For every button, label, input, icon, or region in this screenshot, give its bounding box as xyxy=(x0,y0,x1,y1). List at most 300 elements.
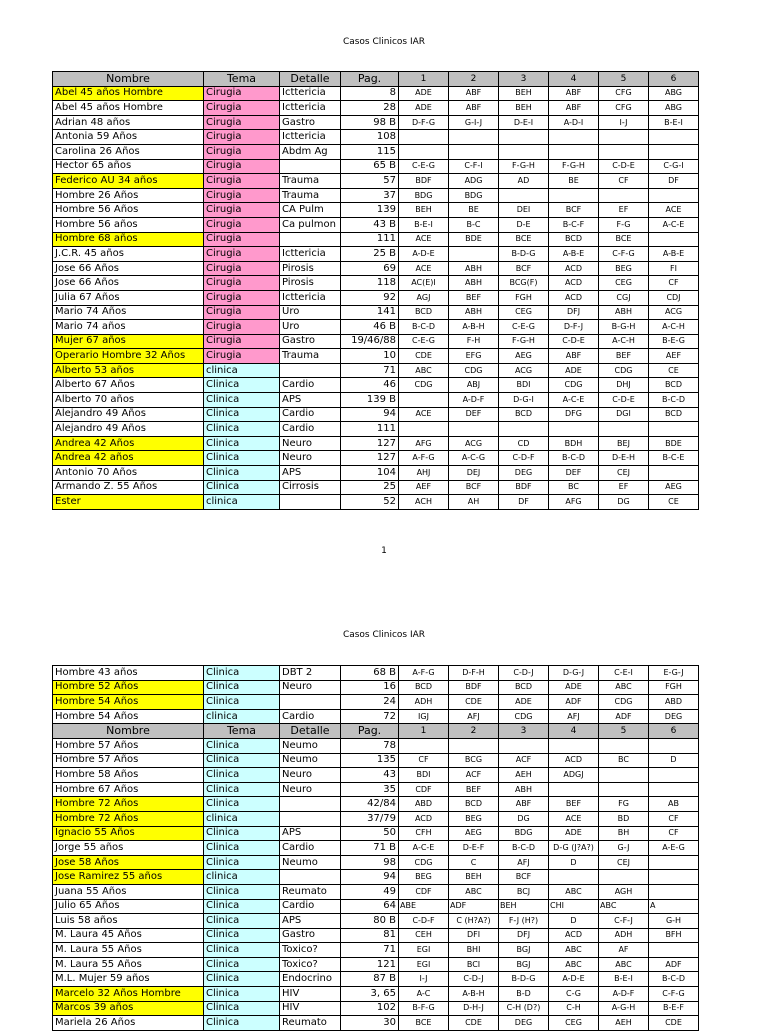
answer-cell: DHJ xyxy=(599,378,649,393)
answer-cell: B-C-D xyxy=(549,451,599,466)
table-row xyxy=(53,695,699,710)
answer-cell: D xyxy=(649,753,699,768)
table-row xyxy=(53,276,699,291)
table-row xyxy=(53,217,699,232)
page-title: Casos Clinicos IAR xyxy=(342,37,426,47)
answer-cell: ACD xyxy=(399,811,449,826)
pag-cell: 94 xyxy=(341,407,399,422)
answer-cell: AD xyxy=(499,174,549,189)
answer-cell: ACF xyxy=(449,768,499,783)
table-row xyxy=(53,753,699,768)
answer-cell: CDG xyxy=(549,378,599,393)
answer-cell: CGJ xyxy=(599,290,649,305)
name-cell: Antonio 70 Años xyxy=(53,466,204,481)
tema-cell: Cirugia xyxy=(204,115,280,130)
answer-cell: CF xyxy=(599,174,649,189)
answer-cell: BCE xyxy=(399,1016,449,1031)
answer-cell xyxy=(599,768,649,783)
answer-cell: D-G-I xyxy=(499,393,549,408)
name-cell: Abel 45 años Hombre xyxy=(53,86,204,101)
tema-cell: Clinica xyxy=(204,957,280,972)
answer-cell: C xyxy=(449,855,499,870)
answer-cell: ADH xyxy=(399,695,449,710)
answer-cell: BEF xyxy=(449,782,499,797)
detalle-cell: HIV xyxy=(280,987,341,1002)
answer-cell xyxy=(449,422,499,437)
tema-cell: Cirugia xyxy=(204,305,280,320)
answer-cell: CEG xyxy=(549,1016,599,1031)
tema-cell: Clinica xyxy=(204,738,280,753)
answer-cell: CEG xyxy=(599,276,649,291)
pag-cell: 71 xyxy=(341,363,399,378)
pag-cell: 104 xyxy=(341,466,399,481)
answer-cell xyxy=(649,870,699,885)
detalle-cell: Neuro xyxy=(280,451,341,466)
answer-cell: BCJ xyxy=(499,884,549,899)
answer-cell: CFH xyxy=(399,826,449,841)
pag-cell: 57 xyxy=(341,174,399,189)
column-header: Detalle xyxy=(280,72,341,87)
answer-cell: D-E xyxy=(499,217,549,232)
answer-cell xyxy=(599,422,649,437)
name-cell: Mujer 67 años xyxy=(53,334,204,349)
detalle-cell: Icttericia xyxy=(280,130,341,145)
answer-cell: ABE xyxy=(399,899,449,914)
answer-cell xyxy=(649,768,699,783)
column-header: 6 xyxy=(649,724,699,739)
answer-cell: FG xyxy=(599,797,649,812)
table-row xyxy=(53,899,699,914)
answer-cell: AFJ xyxy=(449,709,499,724)
column-header: Pag. xyxy=(341,724,399,739)
name-cell: M. Laura 45 Años xyxy=(53,928,204,943)
tema-cell: Clinica xyxy=(204,841,280,856)
answer-cell xyxy=(549,738,599,753)
answer-cell: BCG xyxy=(449,753,499,768)
table-row xyxy=(53,666,699,681)
pag-cell: 98 B xyxy=(341,115,399,130)
detalle-cell xyxy=(280,232,341,247)
answer-cell: G-H xyxy=(649,914,699,929)
answer-cell: CDG xyxy=(599,695,649,710)
detalle-cell: APS xyxy=(280,914,341,929)
column-header: Pag. xyxy=(341,72,399,87)
answer-cell: C-D-J xyxy=(449,972,499,987)
column-header: 4 xyxy=(549,724,599,739)
name-cell: M.L. Mujer 59 años xyxy=(53,972,204,987)
table-row xyxy=(53,334,699,349)
table-row xyxy=(53,841,699,856)
answer-cell xyxy=(399,393,449,408)
name-cell: Jose Ramirez 55 años xyxy=(53,870,204,885)
answer-cell: BCD xyxy=(499,680,549,695)
tema-cell: clinica xyxy=(204,709,280,724)
detalle-cell: Cardio xyxy=(280,422,341,437)
answer-cell: ACD xyxy=(549,928,599,943)
pag-cell: 28 xyxy=(341,101,399,116)
answer-cell: C-D-F xyxy=(499,451,549,466)
answer-cell: A-D-I xyxy=(549,115,599,130)
pag-cell: 50 xyxy=(341,826,399,841)
table-row xyxy=(53,86,699,101)
answer-cell: B-E-F xyxy=(649,1001,699,1016)
detalle-cell: Icttericia xyxy=(280,101,341,116)
pag-cell: 71 B xyxy=(341,841,399,856)
answer-cell: BEG xyxy=(399,870,449,885)
detalle-cell xyxy=(280,495,341,510)
answer-cell: BDG xyxy=(399,188,449,203)
table-row xyxy=(53,436,699,451)
tema-cell: Cirugia xyxy=(204,232,280,247)
name-cell: Marcelo 32 Años Hombre xyxy=(53,987,204,1002)
table-row xyxy=(53,451,699,466)
table-row xyxy=(53,972,699,987)
answer-cell: BCD xyxy=(649,378,699,393)
answer-cell: BEG xyxy=(449,811,499,826)
pag-cell: 43 xyxy=(341,768,399,783)
answer-cell: ADF xyxy=(549,695,599,710)
column-header: 5 xyxy=(599,72,649,87)
answer-cell: A-D-E xyxy=(549,972,599,987)
pag-cell: 35 xyxy=(341,782,399,797)
tema-cell: Cirugia xyxy=(204,188,280,203)
tema-cell: Clinica xyxy=(204,695,280,710)
answer-cell: F-G-H xyxy=(499,334,549,349)
answer-cell: FGH xyxy=(499,290,549,305)
answer-cell: BGJ xyxy=(499,957,549,972)
answer-cell: DFG xyxy=(549,407,599,422)
table-row xyxy=(53,115,699,130)
answer-cell: C-E-I xyxy=(599,666,649,681)
table-row xyxy=(53,709,699,724)
answer-cell: BEH xyxy=(399,203,449,218)
name-cell: Hombre 72 Años xyxy=(53,797,204,812)
answer-cell: A-C-G xyxy=(449,451,499,466)
table-header-row xyxy=(53,72,699,87)
column-header: 5 xyxy=(599,724,649,739)
detalle-cell xyxy=(280,695,341,710)
answer-cell: BC xyxy=(549,480,599,495)
answer-cell: AEG xyxy=(649,480,699,495)
answer-cell: BCD xyxy=(399,305,449,320)
detalle-cell: Neuro xyxy=(280,436,341,451)
answer-cell: EF xyxy=(599,203,649,218)
answer-cell: DEF xyxy=(549,466,599,481)
table-row xyxy=(53,159,699,174)
answer-cell: D-F-J xyxy=(549,320,599,335)
answer-cell: G-J xyxy=(599,841,649,856)
name-cell: Hombre 57 Años xyxy=(53,738,204,753)
answer-cell: CE xyxy=(649,495,699,510)
name-cell: Hombre 56 Años xyxy=(53,203,204,218)
name-cell: Mario 74 años xyxy=(53,320,204,335)
detalle-cell: Uro xyxy=(280,305,341,320)
answer-cell: BCF xyxy=(499,261,549,276)
answer-cell: B-C-F xyxy=(549,217,599,232)
tema-cell: Clinica xyxy=(204,797,280,812)
answer-cell: DG xyxy=(499,811,549,826)
pag-cell: 42/84 xyxy=(341,797,399,812)
column-header: Nombre xyxy=(53,72,204,87)
detalle-cell: Toxico? xyxy=(280,943,341,958)
page-number: 1 xyxy=(381,546,387,556)
name-cell: Hombre 54 Años xyxy=(53,695,204,710)
answer-cell: CDE xyxy=(399,349,449,364)
tema-cell: clinica xyxy=(204,495,280,510)
detalle-cell: Trauma xyxy=(280,174,341,189)
answer-cell: D xyxy=(549,914,599,929)
answer-cell: CDG xyxy=(399,378,449,393)
answer-cell: BCE xyxy=(499,232,549,247)
detalle-cell: Pirosis xyxy=(280,276,341,291)
tema-cell: Clinica xyxy=(204,914,280,929)
tema-cell: Clinica xyxy=(204,1001,280,1016)
answer-cell: B-D xyxy=(499,987,549,1002)
name-cell: Antonia 59 Años xyxy=(53,130,204,145)
answer-cell: BCI xyxy=(449,957,499,972)
name-cell: Alberto 70 años xyxy=(53,393,204,408)
answer-cell: BCD xyxy=(499,407,549,422)
detalle-cell xyxy=(280,797,341,812)
table-row xyxy=(53,782,699,797)
answer-cell: B-C xyxy=(449,217,499,232)
pag-cell: 108 xyxy=(341,130,399,145)
answer-cell: BDF xyxy=(499,480,549,495)
answer-cell: C-F-G xyxy=(649,987,699,1002)
answer-cell: CF xyxy=(649,276,699,291)
answer-cell: CDE xyxy=(649,1016,699,1031)
detalle-cell: Cardio xyxy=(280,407,341,422)
answer-cell: B-E-I xyxy=(599,972,649,987)
answer-cell: BHI xyxy=(449,943,499,958)
answer-cell: BEF xyxy=(599,349,649,364)
detalle-cell: APS xyxy=(280,393,341,408)
name-cell: Adrian 48 años xyxy=(53,115,204,130)
answer-cell: ACF xyxy=(499,753,549,768)
detalle-cell: Gastro xyxy=(280,115,341,130)
answer-cell: BE xyxy=(549,174,599,189)
name-cell: Ester xyxy=(53,495,204,510)
answer-cell: ADF xyxy=(449,899,499,914)
tema-cell: Clinica xyxy=(204,826,280,841)
answer-cell: BEH xyxy=(449,870,499,885)
answer-cell: ABG xyxy=(649,86,699,101)
pag-cell: 87 B xyxy=(341,972,399,987)
column-header: 1 xyxy=(399,724,449,739)
answer-cell: AHJ xyxy=(399,466,449,481)
name-cell: Ignacio 55 Años xyxy=(53,826,204,841)
name-cell: Julia 67 Años xyxy=(53,290,204,305)
name-cell: Hombre 52 Años xyxy=(53,680,204,695)
detalle-cell: Reumato xyxy=(280,884,341,899)
answer-cell: BDG xyxy=(449,188,499,203)
answer-cell: ABF xyxy=(499,797,549,812)
answer-cell: BDH xyxy=(549,436,599,451)
detalle-cell xyxy=(280,363,341,378)
table-row xyxy=(53,738,699,753)
table-row xyxy=(53,680,699,695)
answer-cell: A-B-H xyxy=(449,320,499,335)
answer-cell: BDG xyxy=(499,826,549,841)
name-cell: Hombre 26 Años xyxy=(53,188,204,203)
answer-cell xyxy=(399,144,449,159)
table-row xyxy=(53,987,699,1002)
answer-cell: AGJ xyxy=(399,290,449,305)
answer-cell: ABC xyxy=(399,363,449,378)
table-row xyxy=(53,188,699,203)
name-cell: Hombre 57 Años xyxy=(53,753,204,768)
answer-cell: F-H xyxy=(449,334,499,349)
answer-cell: ADE xyxy=(549,680,599,695)
answer-cell xyxy=(449,130,499,145)
answer-cell: ABH xyxy=(499,782,549,797)
answer-cell: BDF xyxy=(399,174,449,189)
answer-cell: CEJ xyxy=(599,466,649,481)
page-title: Casos Clinicos IAR xyxy=(342,630,426,640)
table-row xyxy=(53,870,699,885)
answer-cell: B-E-G xyxy=(649,334,699,349)
answer-cell: DFJ xyxy=(549,305,599,320)
table-row xyxy=(53,495,699,510)
detalle-cell: Cardio xyxy=(280,709,341,724)
answer-cell: ADE xyxy=(549,363,599,378)
name-cell: Carolina 26 Años xyxy=(53,144,204,159)
name-cell: Hombre 68 años xyxy=(53,232,204,247)
column-header: 3 xyxy=(499,72,549,87)
answer-cell: ACE xyxy=(549,811,599,826)
answer-cell: AEG xyxy=(449,826,499,841)
answer-cell: F-G-H xyxy=(499,159,549,174)
answer-cell: ADE xyxy=(399,86,449,101)
answer-cell: DEG xyxy=(499,1016,549,1031)
answer-cell: CDG xyxy=(399,855,449,870)
name-cell: Hombre 54 Años xyxy=(53,709,204,724)
answer-cell: BEH xyxy=(499,899,549,914)
answer-cell: AH xyxy=(449,495,499,510)
answer-cell: A-G-H xyxy=(599,1001,649,1016)
answer-cell: BCD xyxy=(549,232,599,247)
answer-cell: BEH xyxy=(499,86,549,101)
answer-cell: BDI xyxy=(499,378,549,393)
table-row xyxy=(53,203,699,218)
answer-cell: ADH xyxy=(599,928,649,943)
table-row xyxy=(53,378,699,393)
answer-cell: EGI xyxy=(399,943,449,958)
detalle-cell: Reumato xyxy=(280,1016,341,1031)
answer-cell: ABF xyxy=(549,349,599,364)
detalle-cell: Neuro xyxy=(280,782,341,797)
answer-cell xyxy=(649,855,699,870)
pag-cell: 78 xyxy=(341,738,399,753)
answer-cell: CDG xyxy=(499,709,549,724)
answer-cell: CF xyxy=(649,826,699,841)
pag-cell: 111 xyxy=(341,422,399,437)
answer-cell: C-D-J xyxy=(499,666,549,681)
column-header: 4 xyxy=(549,72,599,87)
tema-cell: Clinica xyxy=(204,422,280,437)
tema-cell: Clinica xyxy=(204,987,280,1002)
table-row xyxy=(53,247,699,262)
detalle-cell: Cardio xyxy=(280,899,341,914)
answer-cell: CFG xyxy=(599,86,649,101)
answer-cell: B-C-D xyxy=(499,841,549,856)
answer-cell: BC xyxy=(599,753,649,768)
tema-cell: Clinica xyxy=(204,480,280,495)
name-cell: Alberto 53 años xyxy=(53,363,204,378)
answer-cell: F-G xyxy=(599,217,649,232)
column-header: Tema xyxy=(204,72,280,87)
detalle-cell xyxy=(280,870,341,885)
answer-cell: ABF xyxy=(549,101,599,116)
answer-cell: ABC xyxy=(449,884,499,899)
answer-cell: D-H-J xyxy=(449,1001,499,1016)
table-row xyxy=(53,1001,699,1016)
answer-cell: BH xyxy=(599,826,649,841)
answer-cell: I-J xyxy=(599,115,649,130)
detalle-cell: Icttericia xyxy=(280,247,341,262)
tema-cell: Cirugia xyxy=(204,247,280,262)
tema-cell: Clinica xyxy=(204,680,280,695)
answer-cell: ABH xyxy=(449,261,499,276)
detalle-cell: Gastro xyxy=(280,334,341,349)
pag-cell: 111 xyxy=(341,232,399,247)
answer-cell: AEH xyxy=(599,1016,649,1031)
name-cell: Andrea 42 años xyxy=(53,451,204,466)
answer-cell: B-C-D xyxy=(399,320,449,335)
answer-cell: BD xyxy=(599,811,649,826)
answer-cell: CF xyxy=(399,753,449,768)
answer-cell: ABF xyxy=(449,101,499,116)
name-cell: Juana 55 Años xyxy=(53,884,204,899)
answer-cell: A-C-E xyxy=(649,217,699,232)
answer-cell: CF xyxy=(649,811,699,826)
name-cell: Jose 66 Años xyxy=(53,261,204,276)
answer-cell: ADGJ xyxy=(549,768,599,783)
answer-cell: A-C-H xyxy=(599,334,649,349)
pag-cell: 102 xyxy=(341,1001,399,1016)
answer-cell: IGJ xyxy=(399,709,449,724)
answer-cell: D-E-F xyxy=(449,841,499,856)
pag-cell: 141 xyxy=(341,305,399,320)
detalle-cell: DBT 2 xyxy=(280,666,341,681)
tema-cell: clinica xyxy=(204,811,280,826)
answer-cell: D-E-H xyxy=(599,451,649,466)
pag-cell: 80 B xyxy=(341,914,399,929)
answer-cell: AC(E)I xyxy=(399,276,449,291)
pag-cell: 19/46/88 xyxy=(341,334,399,349)
answer-cell: BCD xyxy=(649,407,699,422)
answer-cell: EFG xyxy=(449,349,499,364)
answer-cell xyxy=(549,422,599,437)
answer-cell xyxy=(449,247,499,262)
table-row xyxy=(53,466,699,481)
pag-cell: 118 xyxy=(341,276,399,291)
name-cell: Alejandro 49 Años xyxy=(53,407,204,422)
detalle-cell: Icttericia xyxy=(280,290,341,305)
answer-cell: BE xyxy=(449,203,499,218)
answer-cell: D xyxy=(549,855,599,870)
pag-cell: 135 xyxy=(341,753,399,768)
table-row xyxy=(53,349,699,364)
answer-cell: DEG xyxy=(649,709,699,724)
tema-cell: Clinica xyxy=(204,972,280,987)
answer-cell xyxy=(399,422,449,437)
tema-cell: Cirugia xyxy=(204,217,280,232)
tema-cell: Clinica xyxy=(204,451,280,466)
answer-cell: ABD xyxy=(399,797,449,812)
answer-cell xyxy=(599,738,649,753)
answer-cell: ABG xyxy=(649,101,699,116)
